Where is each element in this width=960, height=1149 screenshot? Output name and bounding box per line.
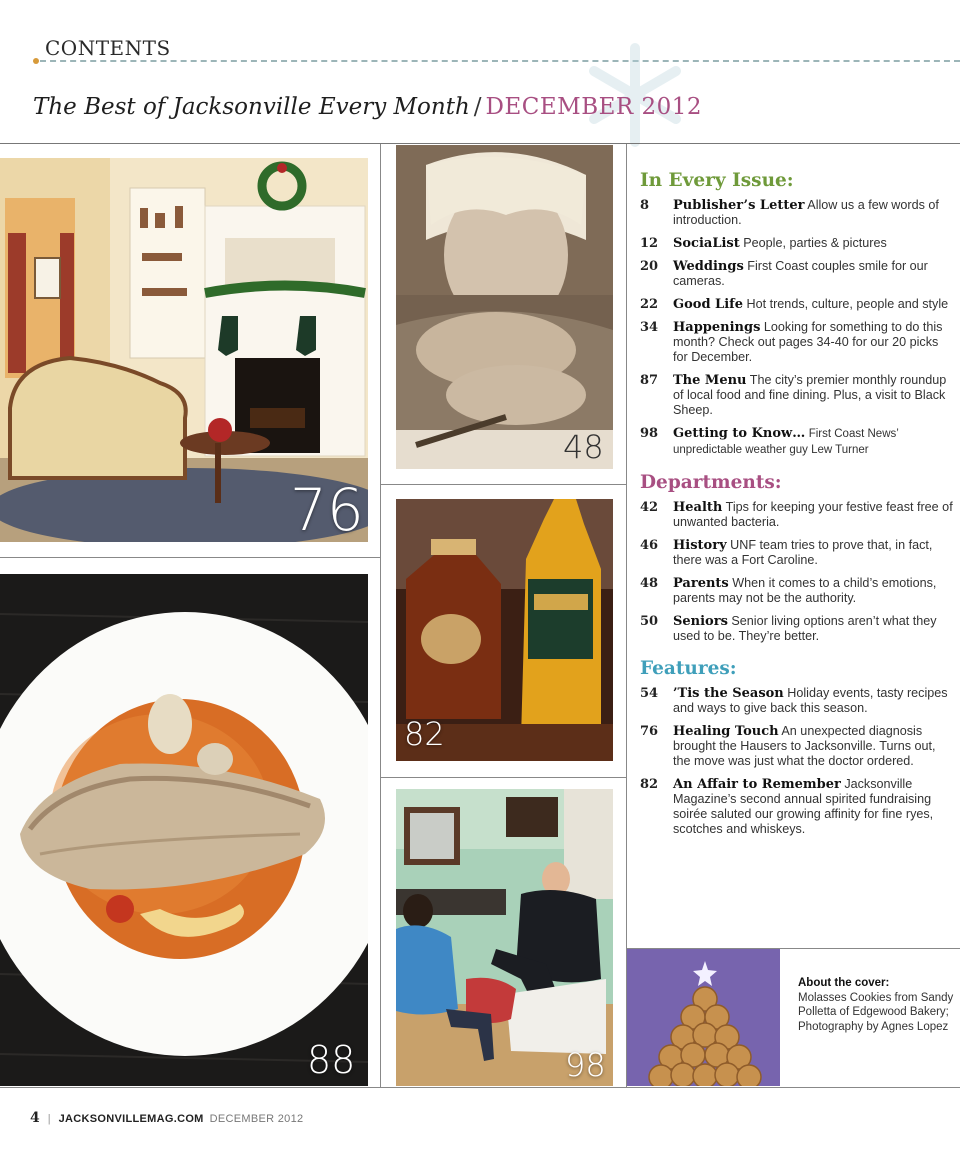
entry-description: Tips for keeping your festive feast free of unwanted bacteria. bbox=[673, 500, 953, 529]
issue-date: DECEMBER 2012 bbox=[485, 94, 703, 120]
toc-section-in-every-issue bbox=[640, 170, 955, 458]
entry-title: Happenings bbox=[673, 320, 761, 335]
photo-whiskey-bottles[interactable] bbox=[396, 499, 613, 761]
entry-page: 34 bbox=[640, 320, 659, 335]
column-divider bbox=[626, 144, 627, 1087]
toc-entry[interactable] bbox=[640, 538, 955, 568]
page-footer bbox=[30, 1110, 303, 1126]
footer-site[interactable]: JACKSONVILLEMAG.COM bbox=[58, 1113, 204, 1125]
entry-title: History bbox=[673, 538, 727, 553]
entry-page: 87 bbox=[640, 373, 659, 388]
toc-entry[interactable] bbox=[640, 297, 955, 312]
entry-page: 20 bbox=[640, 259, 659, 274]
entry-title: Publisher’s Letter bbox=[673, 198, 805, 213]
photo-page-number: 82 bbox=[404, 715, 445, 753]
folio-page-number: 4 bbox=[30, 1110, 40, 1126]
toc-section-departments bbox=[640, 472, 955, 644]
toc-entry[interactable] bbox=[640, 576, 955, 606]
entry-description: First Coast News’ unpredictable weather guy Lew Turner bbox=[673, 428, 899, 456]
toc-entry[interactable] bbox=[640, 724, 955, 769]
entry-page: 50 bbox=[640, 614, 659, 629]
entry-description: Looking for something to do this month? Check out pages 34-40 for our 20 picks for December. bbox=[673, 320, 943, 364]
toc-entry[interactable] bbox=[640, 373, 955, 418]
footer-divider bbox=[0, 1087, 960, 1088]
entry-page: 46 bbox=[640, 538, 659, 553]
entry-description: First Coast couples smile for our cameras. bbox=[673, 259, 928, 288]
entry-description: UNF team tries to prove that, in fact, there was a Fort Caroline. bbox=[673, 538, 933, 567]
footer-date: DECEMBER 2012 bbox=[209, 1113, 304, 1125]
entry-title: Weddings bbox=[673, 259, 744, 274]
entry-page: 76 bbox=[640, 724, 659, 739]
toc-section-features bbox=[640, 658, 955, 837]
entry-title: Seniors bbox=[673, 614, 728, 629]
entry-page: 48 bbox=[640, 576, 659, 591]
entry-description: Holiday events, tasty recipes and ways to give back this season. bbox=[673, 686, 948, 715]
entry-description: When it comes to a child’s emotions, parents may not be the authority. bbox=[673, 576, 937, 605]
section-label: CONTENTS bbox=[45, 36, 171, 60]
cover-heading: About the cover: bbox=[798, 977, 890, 989]
entry-title: Healing Touch bbox=[673, 724, 779, 739]
toc-entry[interactable] bbox=[640, 198, 955, 228]
footer-separator: | bbox=[47, 1113, 51, 1125]
toc-entry[interactable] bbox=[640, 320, 955, 365]
row-divider bbox=[0, 557, 380, 558]
toc-entry[interactable] bbox=[640, 426, 955, 458]
section-heading: Departments: bbox=[640, 472, 782, 493]
entry-description: The city’s premier monthly roundup of local food and fine dining. Plus, a visit to Black Sheep. bbox=[673, 373, 947, 417]
entry-description: Hot trends, culture, people and style bbox=[746, 297, 949, 311]
toc-entry[interactable] bbox=[640, 614, 955, 644]
page-title bbox=[33, 94, 702, 120]
section-heading: In Every Issue: bbox=[640, 170, 794, 191]
entry-page: 98 bbox=[640, 426, 659, 441]
photo-page-number: 88 bbox=[307, 1038, 356, 1082]
toc-entry[interactable] bbox=[640, 259, 955, 289]
section-heading: Features: bbox=[640, 658, 737, 679]
entry-description: People, parties & pictures bbox=[743, 236, 887, 250]
toc-entry[interactable] bbox=[640, 777, 955, 837]
row-divider bbox=[380, 777, 626, 778]
entry-description: An unexpected diagnosis brought the Hausers to Jacksonville. Turns out, the move was just what the doctor ordered. bbox=[673, 724, 936, 768]
photo-fish-dish[interactable] bbox=[0, 574, 368, 1086]
entry-title: Good Life bbox=[673, 297, 744, 312]
entry-description: Allow us a few words of introduction. bbox=[673, 198, 939, 227]
photo-page-number: 98 bbox=[565, 1046, 606, 1084]
photo-boy-drawing[interactable] bbox=[396, 145, 613, 469]
column-divider bbox=[380, 144, 381, 1087]
entry-title: Parents bbox=[673, 576, 729, 591]
toc-entry[interactable] bbox=[640, 686, 955, 716]
photo-page-number: 48 bbox=[563, 428, 604, 466]
header-divider bbox=[0, 143, 960, 144]
dashed-rule bbox=[40, 60, 960, 62]
row-divider bbox=[380, 484, 626, 485]
entry-page: 54 bbox=[640, 686, 659, 701]
entry-title: SociaList bbox=[673, 236, 740, 251]
tagline: The Best of Jacksonville Every Month bbox=[33, 94, 470, 120]
entry-title: The Menu bbox=[673, 373, 747, 388]
entry-description: Senior living options aren’t what they used to be. They’re better. bbox=[673, 614, 937, 643]
cover-credit: Molasses Cookies from Sandy Polletta of Edgewood Bakery; Photography by Agnes Lopez bbox=[798, 991, 954, 1033]
entry-page: 22 bbox=[640, 297, 659, 312]
entry-title: ’Tis the Season bbox=[673, 686, 784, 701]
entry-page: 12 bbox=[640, 236, 659, 251]
toc-entry[interactable] bbox=[640, 500, 955, 530]
entry-title: An Affair to Remember bbox=[673, 777, 841, 792]
about-the-cover bbox=[798, 976, 956, 1034]
photo-cover-cookies[interactable] bbox=[627, 949, 780, 1086]
entry-title: Health bbox=[673, 500, 723, 515]
photo-pedicure[interactable] bbox=[396, 789, 613, 1086]
entry-page: 42 bbox=[640, 500, 659, 515]
entry-description: Jacksonville Magazine’s second annual spirited fundraising soirée saluted our growing affinity for fine ryes, scotches and whiskeys. bbox=[673, 777, 934, 836]
dot-ornament bbox=[33, 58, 39, 64]
photo-living-room[interactable] bbox=[0, 158, 368, 542]
entry-page: 82 bbox=[640, 777, 659, 792]
toc-entry[interactable] bbox=[640, 236, 955, 251]
toc-column bbox=[640, 170, 955, 845]
photo-page-number: 76 bbox=[290, 476, 364, 542]
entry-title: Getting to Know… bbox=[673, 426, 806, 441]
title-separator: / bbox=[473, 94, 482, 120]
entry-page: 8 bbox=[640, 198, 650, 213]
